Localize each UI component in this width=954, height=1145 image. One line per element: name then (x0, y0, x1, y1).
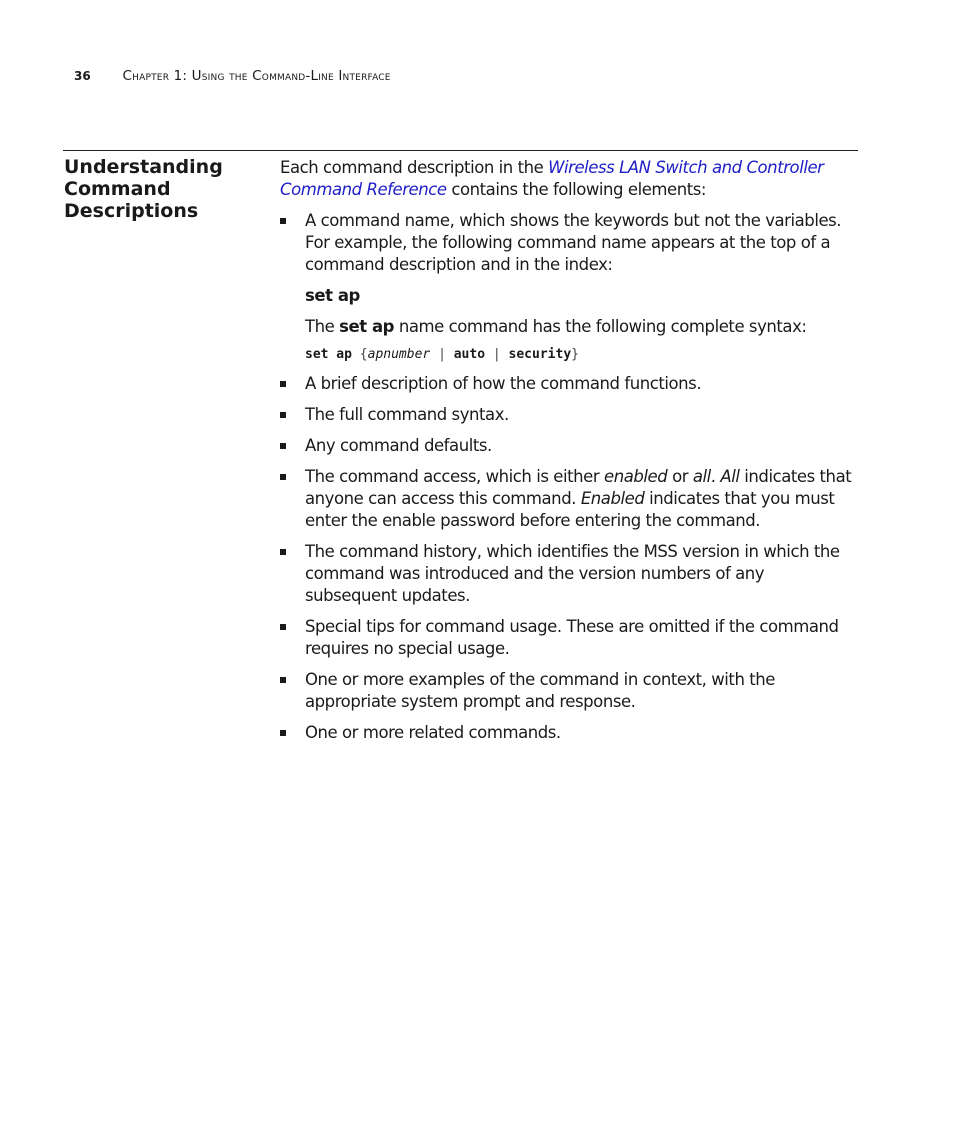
list-item (280, 404, 860, 426)
syntax-brace: { (359, 347, 368, 362)
list-item-text: . (710, 467, 721, 486)
list-item-text: indicates that you must enter the enable password before entering the command. (305, 489, 835, 530)
emphasis-text: all (692, 467, 711, 486)
bullet-icon (280, 381, 286, 387)
syntax-brace: } (571, 347, 579, 362)
list-item (280, 669, 860, 713)
syntax-separator: | (438, 347, 446, 362)
list-item (280, 435, 860, 457)
syntax-variable: apnumber (367, 347, 431, 362)
command-name-example: set ap (305, 286, 360, 305)
list-item-text: Special tips for command usage. These are omitted if the command requires no special usage. (305, 617, 839, 658)
example-block (305, 285, 860, 364)
syntax-keyword: set ap (305, 347, 352, 362)
bullet-icon (280, 730, 286, 736)
section-heading (64, 156, 254, 222)
emphasis-text: enabled (604, 467, 668, 486)
list-item (280, 541, 860, 607)
syntax-keyword: security (508, 347, 572, 362)
emphasis-text: Enabled (580, 489, 645, 508)
list-item (280, 616, 860, 660)
syntax-intro-command: set ap (339, 317, 395, 336)
list-item-text: or (667, 467, 693, 486)
bullet-icon (280, 624, 286, 630)
heading-line: Command (64, 178, 171, 200)
page-header (74, 67, 391, 85)
emphasis-text: All (720, 467, 740, 486)
intro-paragraph (280, 157, 860, 201)
list-item-text: One or more examples of the command in context, with the appropriate system prompt and response. (305, 670, 775, 711)
bullet-icon (280, 218, 286, 224)
list-item (280, 210, 860, 364)
syntax-intro (305, 316, 860, 338)
command-syntax (305, 346, 860, 364)
list-item-text: The full command syntax. (305, 405, 509, 424)
section-body (280, 157, 860, 753)
bullet-icon (280, 549, 286, 555)
bullet-icon (280, 443, 286, 449)
list-item-text: indicates that anyone can access this command. (305, 467, 852, 508)
reference-link[interactable]: Wireless LAN Switch and Controller Command Reference (280, 158, 824, 199)
elements-list (280, 210, 860, 744)
heading-line: Understanding (64, 156, 223, 178)
list-item (280, 373, 860, 395)
bullet-icon (280, 412, 286, 418)
syntax-intro-text: The (305, 317, 340, 336)
intro-text: Each command description in the (280, 158, 549, 177)
syntax-keyword: auto (453, 347, 486, 362)
intro-text: contains the following elements: (446, 180, 707, 199)
bullet-icon (280, 474, 286, 480)
heading-line: Descriptions (64, 200, 199, 222)
list-item-text: The command history, which identifies the MSS version in which the command was introduced and the version numbers of any subsequent updates. (305, 542, 840, 605)
list-item-text: A command name, which shows the keywords but not the variables. For example, the following command name appears at the top of a command description and in the index: (305, 211, 842, 274)
list-item-text: A brief description of how the command functions. (305, 374, 702, 393)
list-item (280, 466, 860, 532)
list-item (280, 722, 860, 744)
list-item-text: One or more related commands. (305, 723, 561, 742)
list-item-text: Any command defaults. (305, 436, 492, 455)
bullet-icon (280, 677, 286, 683)
list-item-text: The command access, which is either (305, 467, 605, 486)
syntax-intro-text: name command has the following complete syntax: (394, 317, 807, 336)
page-number: 36 (74, 69, 91, 83)
section-divider (63, 150, 858, 151)
syntax-separator: | (492, 347, 501, 362)
chapter-title: Chapter 1: Using the Command-Line Interface (122, 68, 391, 84)
